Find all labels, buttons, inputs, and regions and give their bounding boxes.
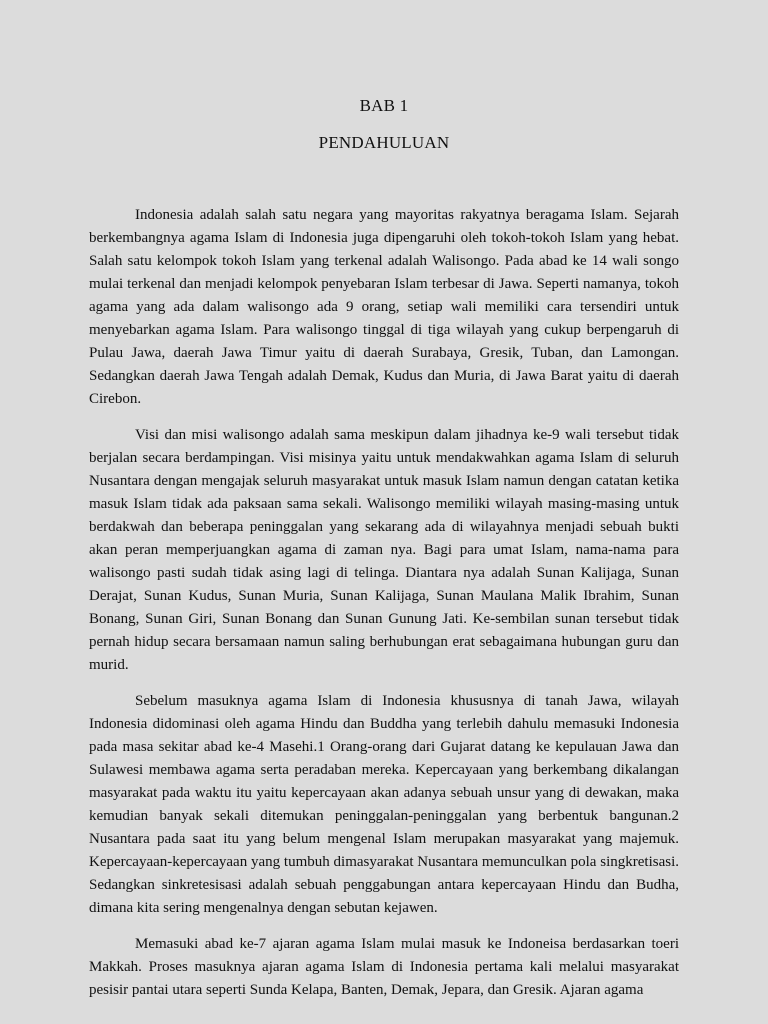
paragraph: Visi dan misi walisongo adalah sama meskipun dalam jihadnya ke-9 wali tersebut tidak berjalan secara berdampingan. Visi misinya yaitu untuk mendakwahkan agama Islam di seluruh Nusantara dengan mengajak seluruh masyarakat untuk masuk Islam namun dengan catatan ketika masuk Islam tidak ada paksaan sama sekali. Walisongo memiliki wilayah masing-masing untuk berdakwah dan beberapa peninggalan yang sekarang ada di wilayahnya menjadi sebuah bukti akan peran memperjuangkan agama di zaman nya. Bagi para umat Islam, nama-nama para walisongo pasti sudah tidak asing lagi di telinga. Diantara nya adalah Sunan Kalijaga, Sunan Derajat, Sunan Kudus, Sunan Muria, Sunan Kalijaga, Sunan Maulana Malik Ibrahim, Sunan Bonang, Sunan Giri, Sunan Bonang dan Sunan Gunung Jati. Ke-sembilan sunan tersebut tidak pernah hidup secara bersamaan namun saling berhubungan erat sebagaimana hubungan guru dan murid. bbox=[89, 427, 679, 673]
chapter-title: PENDAHULUAN bbox=[318, 133, 450, 152]
chapter-number: BAB 1 bbox=[359, 96, 409, 115]
body-text bbox=[89, 204, 679, 1015]
paragraph: Indonesia adalah salah satu negara yang mayoritas rakyatnya beragama Islam. Sejarah berkembangnya agama Islam di Indonesia juga dipengaruhi oleh tokoh-tokoh Islam yang hebat. Salah satu kelompok tokoh Islam yang terkenal adalah Walisongo. Pada abad ke 14 wali songo mulai terkenal dan menjadi kelompok penyebaran Islam terbesar di Jawa. Seperti namanya, tokoh agama yang ada dalam walisongo ada 9 orang, setiap wali memiliki cara tersendiri untuk menyebarkan agama Islam. Para walisongo tinggal di tiga wilayah yang cukup berpengaruh di Pulau Jawa, daerah Jawa Timur yaitu di daerah Surabaya, Gresik, Tuban, dan Lamongan. Sedangkan daerah Jawa Tengah adalah Demak, Kudus dan Muria, di Jawa Barat yaitu di daerah Cirebon. bbox=[89, 207, 679, 407]
paragraph: Memasuki abad ke-7 ajaran agama Islam mulai masuk ke Indoneisa berdasarkan toeri Makkah. Proses masuknya ajaran agama Islam di Indonesia pertama kali melalui masyarakat pesisir pantai utara seperti Sunda Kelapa, Banten, Demak, Jepara, dan Gresik. Ajaran agama bbox=[89, 936, 679, 998]
paragraph: Sebelum masuknya agama Islam di Indonesia khususnya di tanah Jawa, wilayah Indonesia didominasi oleh agama Hindu dan Buddha yang terlebih dahulu memasuki Indonesia pada masa sekitar abad ke-4 Masehi.1 Orang-orang dari Gujarat datang ke kepulauan Jawa dan Sulawesi membawa agama serta peradaban mereka. Kepercayaan yang berkembang dikalangan masyarakat pada waktu itu yaitu kepercayaan akan adanya sebuah unsur yang di dewakan, maka kemudian banyak sekali ditemukan peninggalan-peninggalan yang berbentuk bangunan.2 Nusantara pada saat itu yang belum mengenal Islam merupakan masyarakat yang majemuk. Kepercayaan-kepercayaan yang tumbuh dimasyarakat Nusantara memunculkan pola singkretisasi. Sedangkan sinkretesisasi adalah sebuah penggabungan antara kepercayaan Hindu dan Budha, dimana kita sering mengenalnya dengan sebutan kejawen. bbox=[89, 693, 679, 916]
